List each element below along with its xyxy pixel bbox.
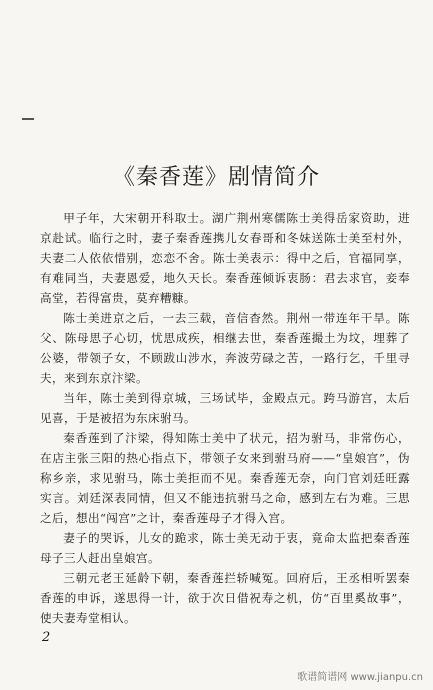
paragraph-2: 陈士美进京之后，一去三载，音信杳然。荆州一带连年干旱。陈父、陈母思子心切，忧思成疾，相继去世，秦香莲撮土为坟，埋葬了公婆，带领子女，不顾跋山涉水，奔波劳碌之苦，一路行乞，千里寻夫，来到东京汴梁。 xyxy=(40,311,410,385)
paragraph-5: 妻子的哭诉，儿女的跪求，陈士美无动于衷，竟命太监把秦香莲母子三人赶出皇娘宫。 xyxy=(40,531,410,565)
paragraph-3: 当年，陈士美到得京城，三场试毕，金殿点元。跨马游宫，太后见喜，于是被招为东床驸马。 xyxy=(40,391,410,425)
page-number: 2 xyxy=(42,630,51,645)
paragraph-1: 甲子年，大宋朝开科取士。湖广荆州寒儒陈士美得岳家资助，进京赴试。临行之时，妻子秦香莲携儿女春哥和冬妹送陈士美至村外，夫妻二人依依惜别，恋恋不舍。陈士美表示：得中之后，官福同享，有难同当，夫妻恩爱，地久天长。秦香莲倾诉衷肠：君去求官，妾奉高堂，若得富贵，莫弃糟糠。 xyxy=(40,211,410,305)
synopsis-body xyxy=(40,208,410,628)
site-watermark: 歌谱简谱网 www.jianpu.cn xyxy=(297,672,423,683)
page-title: 《秦香莲》剧情简介 xyxy=(112,165,320,190)
margin-mark xyxy=(22,118,34,120)
paragraph-6: 三朝元老王延龄下朝，秦香莲拦轿喊冤。回府后，王丞相听罢秦香莲的申诉，遂思得一计，欲于次日借祝寿之机，仿“百里奚故事”，使夫妻寿堂相认。 xyxy=(40,571,410,625)
paragraph-4: 秦香莲到了汴梁，得知陈士美中了状元，招为驸马，非常伤心，在店主张三阳的热心指点下，带领子女来到驸马府——“皇娘宫”，伪称乡亲，求见驸马，陈士美拒而不见。秦香莲无奈，向门官刘廷旺露实言。刘廷深表同情，但又不能违抗驸马之命，感到左右为难。三思之后，想出“闯宫”之计，秦香莲母子才得入宫。 xyxy=(40,431,410,525)
